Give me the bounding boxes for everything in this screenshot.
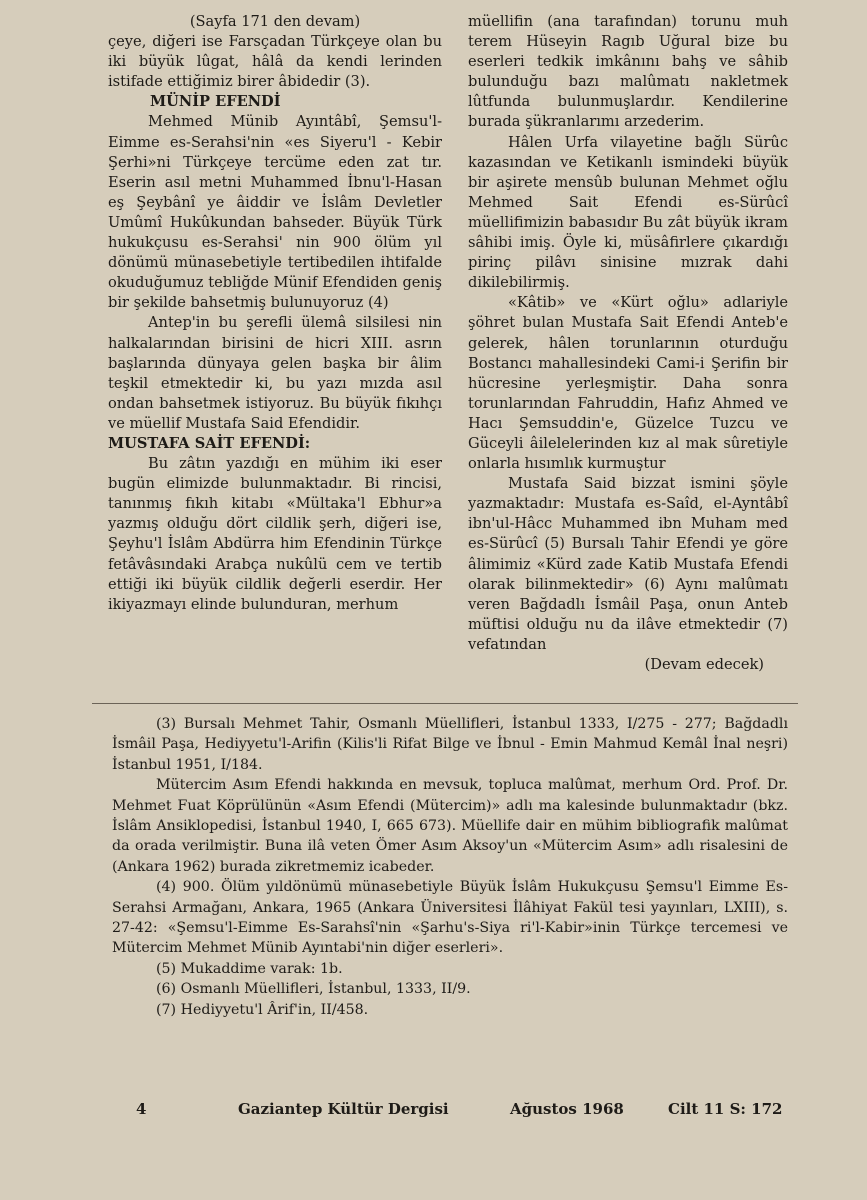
right-paragraph-3: «Kâtib» ve «Kürt oğlu» adlariyle şöhret bulan Mustafa Sait Efendi Anteb'e gelerek, hâlen torunlarının oturduğu Bostancı mahallesindeki Cami-i Şerifin bir hücresine yerleşmiştir. Daha sonra torunlarından Fahruddin, Hafız Ahmed ve Hacı Şemsuddin'e, Güzelce Tuzcu ve Güceyli âilelelerinden kız al mak sûretiyle onlarla hısımlık kurmuştur	[468, 294, 788, 473]
left-paragraph-1: çeye, diğeri ise Farsçadan Türkçeye olan bu iki büyük lûgat, hâlâ da kendi lerinden istifade ettiğimiz birer âbidedir (3).	[108, 33, 442, 91]
left-column	[108, 12, 442, 615]
footnote-5: (5) Mukaddime varak: 1b.	[156, 960, 343, 977]
footnote-3: (3) Bursalı Mehmet Tahir, Osmanlı Müellifleri, İstanbul 1333, I/275 - 277; Bağdadlı İsmâil Paşa, Hediyyetu'l-Arifin (Kilis'li Rifat Bilge ve İbnul - Emin Mahmud Kemâl İnal neşri) İstanbul 1951, I/184.	[112, 716, 788, 773]
left-paragraph-2: Mehmed Münib Ayıntâbî, Şemsu'l-Eimme es-Serahsi'nin «es Siyeru'l - Kebir Şerhi»ni Türkçeye tercüme eden zat tır. Eserin asıl metni Muhammed İbnu'l-Hasan eş Şeybânî ye âiddir ve İslâm Devletler Umûmî Hukûkundan bahseder. Büyük Türk hukukçusu es-Serahsi' nin 900 ölüm yıl dönümü münasebetiyle tertibedilen ihtifalde okuduğumuz tebliğde Münif Efendiden geniş bir şekilde bahsetmiş bulunuyoruz (4)	[108, 113, 442, 312]
footnote-3-continued: Mütercim Asım Efendi hakkında en mevsuk, topluca malûmat, merhum Ord. Prof. Dr. Mehmet Fuat Köprülünün «Asım Efendi (Mütercim)» adlı ma kalesinde bulunmaktadır (bkz. İslâm Ansiklopedisi, İstanbul 1940, I, 665 673). Müellife dair en mühim bibliografik malûmat da orada verilmiştir. Buna ilâ veten Ömer Asım Aksoy'un «Mütercim Asım» adlı risalesini de (Ankara 1962) burada zikretmemiz icabeder.	[112, 777, 788, 875]
footnote-6: (6) Osmanlı Müellifleri, İstanbul, 1333, II/9.	[156, 981, 471, 998]
footnote-divider	[92, 703, 798, 704]
right-paragraph-4: Mustafa Said bizzat ismini şöyle yazmaktadır: Mustafa es-Saîd, el-Ayntâbî ibn'ul-Hâcc Muhammed ibn Muham med es-Sürûcî (5) Bursalı Tahir Efendi ye göre âlimimiz «Kürd zade Katib Mustafa Efendi olarak bilinmektedir» (6) Aynı malûmatı veren Bağdadlı İsmâil Paşa, onun Anteb müftisi olduğu nu da ilâve etmektedir (7) vefatından	[468, 475, 788, 653]
footnote-4: (4) 900. Ölüm yıldönümü münasebetiyle Büyük İslâm Hukukçusu Şemsu'l Eimme Es-Serahsi Armağanı, Ankara, 1965 (Ankara Üniversitesi İlâhiyat Fakül tesi yayınları, LXIII), s. 27-42: «Şemsu'l-Eimme Es-Sarahsî'nin «Şarhu's-Siya ri'l-Kabir»inin Türkçe tercemesi ve Mütercim Mehmet Münib Ayıntabi'nin diğer eserleri».	[112, 879, 788, 957]
footnote-7: (7) Hediyyetu'l Ârif'in, II/458.	[156, 1001, 369, 1018]
left-paragraph-3: Antep'in bu şerefli ülemâ silsilesi nin halkalarından birisini de hicri XIII. asrın başlarında dünyaya gelen başka bir âlim teşkil etmektedir ki, bu yazı mızda asıl ondan bahsetmek istiyoruz. Bu büyük fıkıhçı ve müellif Mustafa Said Efendidir.	[108, 314, 442, 432]
right-paragraph-2: Hâlen Urfa vilayetine bağlı Sürûc kazasından ve Ketikanlı ismindeki büyük bir aşirete mensûb bulunan Mehmet oğlu Mehmed Sait Efendi es-Sürûcî müellifimizin babasıdır Bu zât büyük ikram sâhibi imiş. Öyle ki, müsâfirlere çıkardığı pirinç pilâvı sinisine mızrak dahi dikilebilirmiş.	[468, 133, 788, 292]
left-paragraph-4: Bu zâtın yazdığı en mühim iki eser bugün elimizde bulunmaktadır. Bi rincisi, tanınmış fıkıh kitabı «Mültaka'l Ebhur»a yazmış olduğu dört cildlik şerh, diğeri ise, Şeyhu'l İslâm Abdürra him Efendinin Türkçe fetâvâsındaki Arabça nukûlü cem ve tertib ettiği iki büyük cildlik değerli eserdir. Her ikiyazmayı elinde bulunduran, merhum	[108, 455, 442, 613]
right-column	[468, 12, 788, 675]
to-be-continued: (Devam edecek)	[644, 656, 764, 673]
issue-date: Ağustos 1968	[510, 1100, 624, 1118]
continuation-note: (Sayfa 171 den devam)	[189, 13, 361, 30]
page-number: 4	[136, 1100, 147, 1118]
volume-issue: Cilt 11 S: 172	[668, 1100, 783, 1118]
heading-mustafa-sait-efendi: MUSTAFA SAİT EFENDİ:	[108, 434, 311, 452]
heading-munip-efendi: MÜNİP EFENDİ	[150, 93, 281, 111]
footnotes	[112, 714, 788, 1020]
right-paragraph-1: müellifin (ana tarafından) torunu muh terem Hüseyin Ragıb Uğural bize bu eserleri tedkik imkânını bahş ve sâhib bulunduğu bazı malûmatı nakletmek lûtfunda bulunmuşlardır. Kendilerine burada şükranlarımı arzederim.	[468, 13, 788, 131]
journal-title: Gaziantep Kültür Dergisi	[238, 1100, 449, 1118]
